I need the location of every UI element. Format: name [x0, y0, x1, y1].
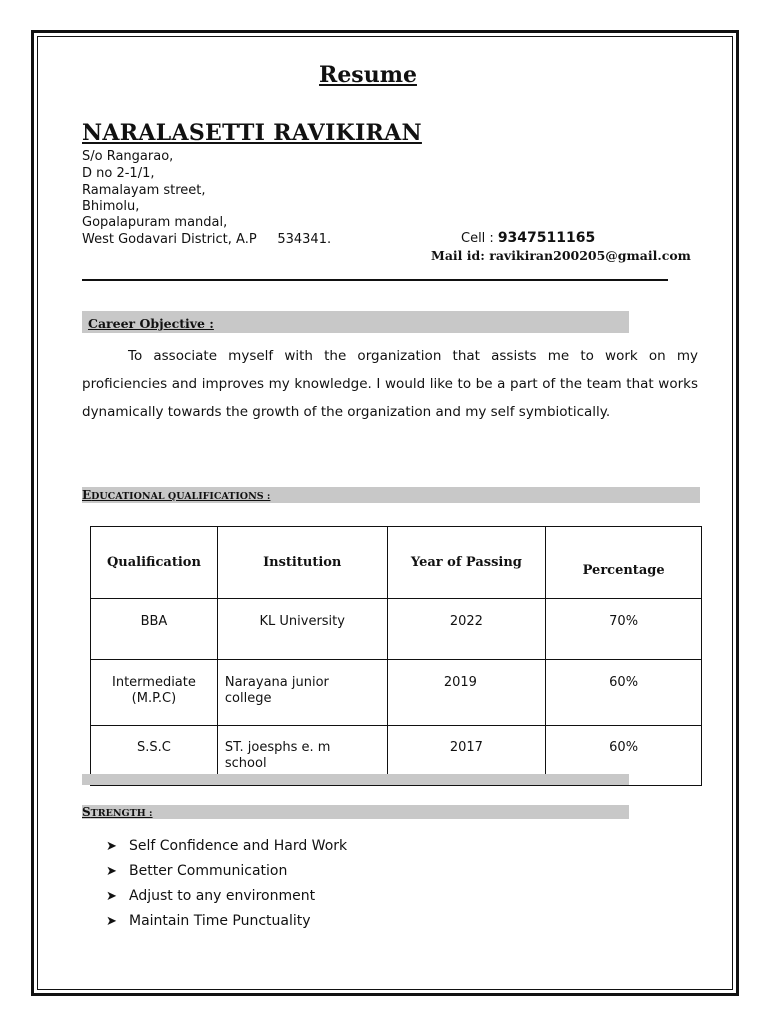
- cell-percentage: 60%: [546, 660, 702, 726]
- address-line: Bhimolu,: [82, 199, 140, 214]
- cell-number: 9347511165: [497, 230, 596, 246]
- cell-qualification: Intermediate (M.P.C): [91, 660, 218, 726]
- table-header-row: [91, 527, 702, 599]
- list-item: ➤ Better Communication: [106, 861, 347, 886]
- strength-heading: STRENGTH :: [82, 805, 153, 819]
- cell-institution: ST. joesphs e. m school: [217, 726, 387, 786]
- arrow-bullet-icon: ➤: [106, 889, 117, 904]
- career-objective-heading: Career Objective :: [88, 316, 214, 331]
- cell-institution: KL University: [217, 599, 387, 660]
- cell-year: 2019: [387, 660, 546, 726]
- address-line: Gopalapuram mandal,: [82, 215, 228, 230]
- cell-contact: [461, 230, 595, 246]
- list-item: ➤ Adjust to any environment: [106, 886, 347, 911]
- table-row: [91, 599, 702, 660]
- strength-list: [106, 836, 347, 936]
- cell-year: 2017: [387, 726, 546, 786]
- cell-percentage: 60%: [546, 726, 702, 786]
- table-row: [91, 660, 702, 726]
- address-line: S/o Rangarao,: [82, 149, 174, 164]
- arrow-bullet-icon: ➤: [106, 839, 117, 854]
- address-line: D no 2-1/1,: [82, 166, 155, 181]
- header-institution: Institution: [217, 527, 387, 599]
- cell-label: Cell :: [461, 231, 494, 246]
- education-table: [90, 526, 702, 786]
- document-title: Resume: [319, 62, 417, 88]
- arrow-bullet-icon: ➤: [106, 914, 117, 929]
- cell-year: 2022: [387, 599, 546, 660]
- cell-qualification: BBA: [91, 599, 218, 660]
- list-item: ➤ Maintain Time Punctuality: [106, 911, 347, 936]
- strength-bar: [82, 805, 629, 819]
- header-year: Year of Passing: [387, 527, 546, 599]
- email-contact: Mail id: ravikiran200205@gmail.com: [431, 248, 691, 263]
- header-qualification: Qualification: [91, 527, 218, 599]
- arrow-bullet-icon: ➤: [106, 864, 117, 879]
- cell-institution: Narayana junior college: [217, 660, 387, 726]
- list-item: ➤ Self Confidence and Hard Work: [106, 836, 347, 861]
- header-divider: [82, 279, 668, 281]
- career-objective-text: To associate myself with the organization that assists me to work on my proficiencies and improves my knowledge. I would like to be a part of the team that works dynamically towards the growth of the organization and my self symbiotically.: [82, 348, 698, 420]
- cell-percentage: 70%: [546, 599, 702, 660]
- section-divider-bar: [82, 774, 629, 785]
- header-percentage: Percentage: [546, 527, 702, 599]
- education-heading: EDUCATIONAL QUALIFICATIONS :: [82, 488, 271, 502]
- address-line: Ramalayam street,: [82, 183, 206, 198]
- candidate-name: NARALASETTI RAVIKIRAN: [82, 120, 422, 146]
- cell-qualification: S.S.C: [91, 726, 218, 786]
- address-line: West Godavari District, A.P 534341.: [82, 232, 332, 247]
- career-objective-bar: [82, 311, 629, 333]
- education-bar: [82, 487, 700, 503]
